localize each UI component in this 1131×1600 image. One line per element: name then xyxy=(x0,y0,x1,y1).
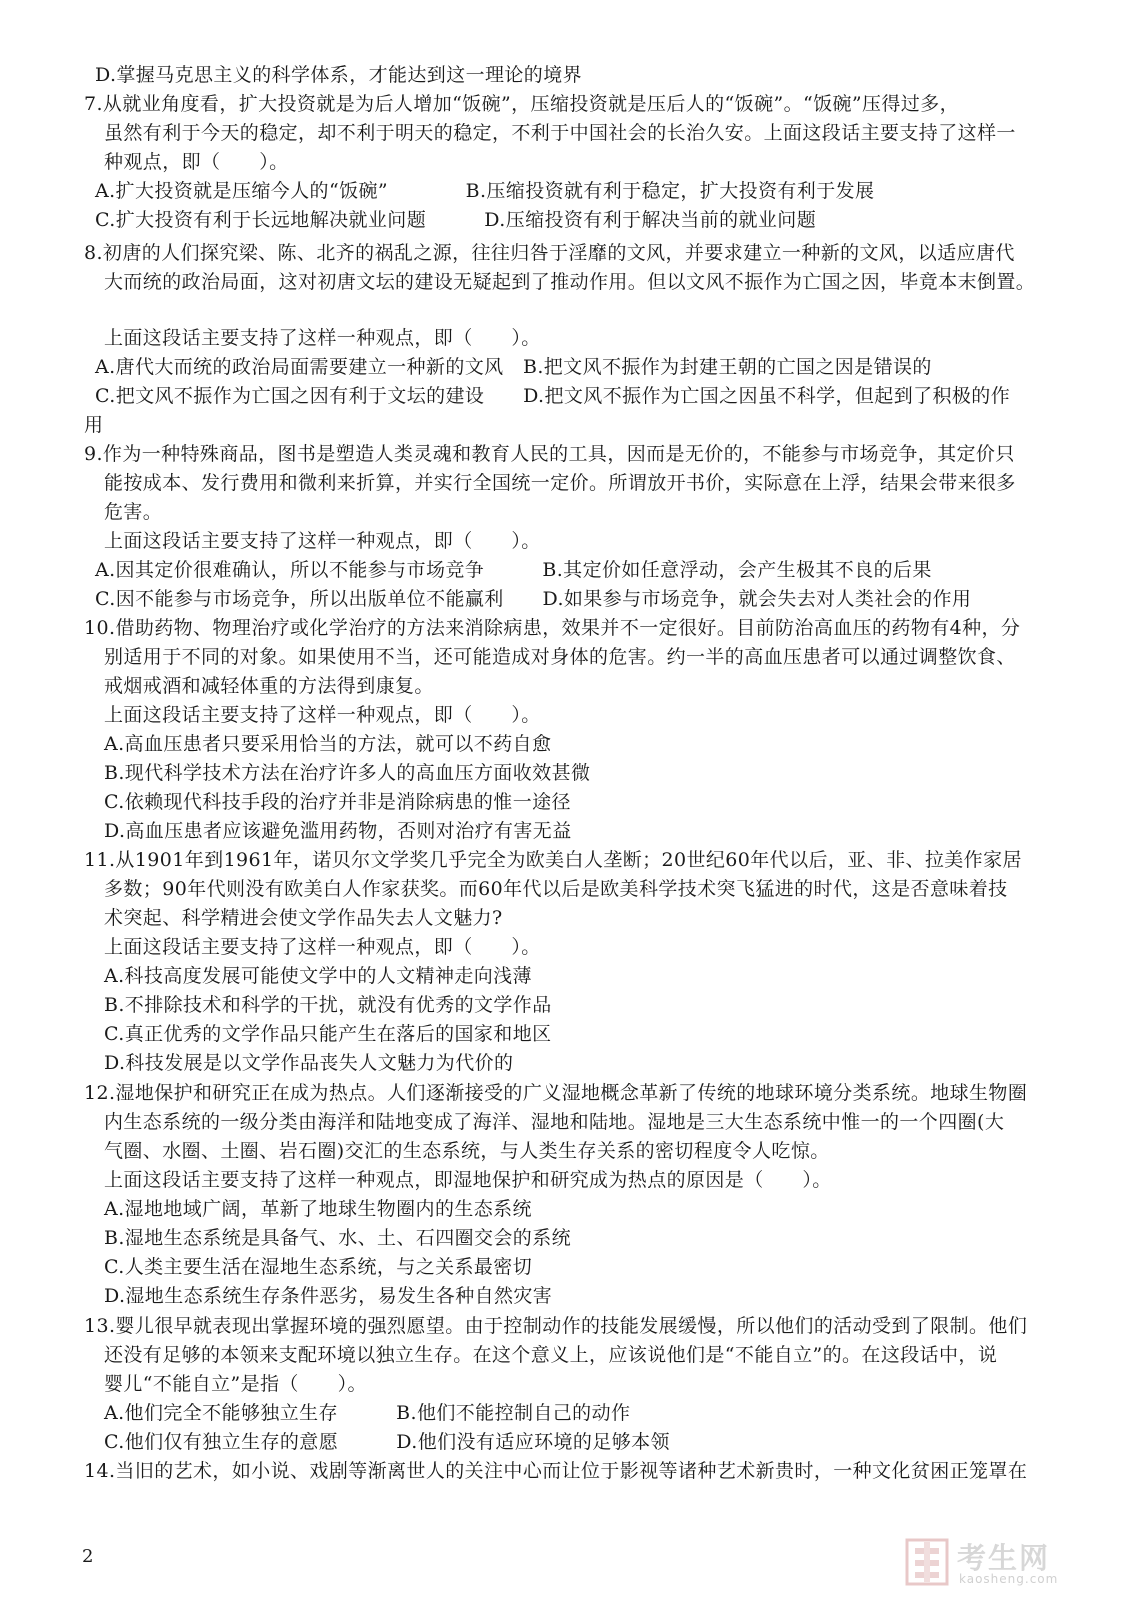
text-line: 上面这段话主要支持了这样一种观点，即湿地保护和研究成为热点的原因是（ ）。 xyxy=(104,1169,832,1191)
text-line: 11.从1901年到1961年，诺贝尔文学奖几乎完全为欧美白人垄断；20世纪60年代以后，亚、非、拉美作家居 xyxy=(84,849,1022,871)
text-line: 别适用于不同的对象。如果使用不当，还可能造成对身体的危害。约一半的高血压患者可以通过调整饮食、 xyxy=(104,646,1016,668)
text-line: 虽然有利于今天的稳定，却不利于明天的稳定，不利于中国社会的长治久安。上面这段话主要支持了这样一 xyxy=(104,122,1016,144)
text-line: D.湿地生态系统生存条件恶劣，易发生各种自然灾害 xyxy=(104,1285,553,1307)
text-line: 危害。 xyxy=(104,501,163,523)
text-line: 7.从就业角度看，扩大投资就是为后人增加“饭碗”，压缩投资就是压后人的“饭碗”。“饭碗”压得过多， xyxy=(84,93,960,115)
text-line: 多数；90年代则没有欧美白人作家获奖。而60年代以后是欧美科学技术突飞猛进的时代，这是否意味着技 xyxy=(104,878,1008,900)
watermark-url: kaosheng.com xyxy=(959,1572,1059,1586)
text-line: B.湿地生态系统是具备气、水、土、石四圈交会的系统 xyxy=(104,1227,572,1249)
text-line: 婴儿“不能自立”是指（ ）。 xyxy=(104,1373,367,1395)
text-line: C.依赖现代科技手段的治疗并非是消除病患的惟一途径 xyxy=(104,791,571,813)
text-line: A.科技高度发展可能使文学中的人文精神走向浅薄 xyxy=(104,965,532,987)
text-line: 12.湿地保护和研究正在成为热点。人们逐渐接受的广义湿地概念革新了传统的地球环境分类系统。地球生物圈 xyxy=(84,1082,1028,1104)
text-line: C.扩大投资有利于长远地解决就业问题 D.压缩投资有利于解决当前的就业问题 xyxy=(95,209,817,231)
text-line: 上面这段话主要支持了这样一种观点，即（ ）。 xyxy=(104,530,541,552)
text-line: D.科技发展是以文学作品丧失人文魅力为代价的 xyxy=(104,1052,514,1074)
text-line: 上面这段话主要支持了这样一种观点，即（ ）。 xyxy=(104,704,541,726)
text-line: 戒烟戒酒和减轻体重的方法得到康复。 xyxy=(104,675,434,697)
text-line: C.把文风不振作为亡国之因有利于文坛的建设 D.把文风不振作为亡国之因虽不科学，但起到了积极的作 xyxy=(95,385,1011,407)
text-line: A.他们完全不能够独立生存 B.他们不能控制自己的动作 xyxy=(104,1402,631,1424)
text-line: A.高血压患者只要采用恰当的方法，就可以不药自愈 xyxy=(104,733,552,755)
text-line: 气圈、水圈、土圈、岩石圈)交汇的生态系统，与人类生存关系的密切程度令人吃惊。 xyxy=(104,1140,830,1162)
text-line: 14.当旧的艺术，如小说、戏剧等渐离世人的关注中心而让位于影视等诸种艺术新贵时，一种文化贫困正笼罩在 xyxy=(84,1460,1028,1482)
text-line: A.唐代大而统的政治局面需要建立一种新的文风 B.把文风不振作为封建王朝的亡国之因是错误的 xyxy=(95,356,932,378)
text-line: B.不排除技术和科学的干扰，就没有优秀的文学作品 xyxy=(104,994,552,1016)
text-line: A.扩大投资就是压缩今人的“饭碗” B.压缩投资就有利于稳定，扩大投资有利于发展 xyxy=(95,180,875,202)
text-line: 种观点，即（ ）。 xyxy=(104,151,289,173)
text-line: A.因其定价很难确认，所以不能参与市场竞争 B.其定价如任意浮动，会产生极其不良的后果 xyxy=(95,559,932,581)
text-line: 8.初唐的人们探究梁、陈、北齐的祸乱之源，往往归咎于淫靡的文风，并要求建立一种新的文风，以适应唐代 xyxy=(84,242,1015,264)
kaosheng-logo-icon xyxy=(905,1538,949,1586)
text-line: B.现代科学技术方法在治疗许多人的高血压方面收效甚微 xyxy=(104,762,591,784)
text-line: A.湿地地域广阔，革新了地球生物圈内的生态系统 xyxy=(104,1198,532,1220)
text-line: 内生态系统的一级分类由海洋和陆地变成了海洋、湿地和陆地。湿地是三大生态系统中惟一的一个四圈(大 xyxy=(104,1111,1005,1133)
text-line: D.高血压患者应该避免滥用药物，否则对治疗有害无益 xyxy=(104,820,572,842)
watermark-brand: 考生网 xyxy=(957,1541,1051,1575)
text-line: 13.婴儿很早就表现出掌握环境的强烈愿望。由于控制动作的技能发展缓慢，所以他们的活动受到了限制。他们 xyxy=(84,1315,1028,1337)
text-line: 10.借助药物、物理治疗或化学治疗的方法来消除病患，效果并不一定很好。目前防治高血压的药物有4种，分 xyxy=(84,617,1021,639)
text-line: 上面这段话主要支持了这样一种观点，即（ ）。 xyxy=(104,327,541,349)
text-line: C.他们仅有独立生存的意愿 D.他们没有适应环境的足够本领 xyxy=(104,1431,670,1453)
page-number: 2 xyxy=(82,1546,94,1567)
text-line: C.真正优秀的文学作品只能产生在落后的国家和地区 xyxy=(104,1023,552,1045)
text-line: 用 xyxy=(84,414,104,436)
text-line: 能按成本、发行费用和微利来折算，并实行全国统一定价。所谓放开书价，实际意在上浮，结果会带来很多 xyxy=(104,472,1016,494)
text-line: 大而统的政治局面，这对初唐文坛的建设无疑起到了推动作用。但以文风不振作为亡国之因，毕竟本末倒置。 xyxy=(104,271,1036,293)
text-line: D.掌握马克思主义的科学体系，才能达到这一理论的境界 xyxy=(95,64,582,86)
watermark xyxy=(905,1536,1115,1592)
text-line: 上面这段话主要支持了这样一种观点，即（ ）。 xyxy=(104,936,541,958)
text-line: C.因不能参与市场竞争，所以出版单位不能赢利 D.如果参与市场竞争，就会失去对人类社会的作用 xyxy=(95,588,972,610)
text-line: 还没有足够的本领来支配环境以独立生存。在这个意义上，应该说他们是“不能自立”的。在这段话中，说 xyxy=(104,1344,998,1366)
text-line: C.人类主要生活在湿地生态系统，与之关系最密切 xyxy=(104,1256,533,1278)
text-line: 术突起、科学精进会使文学作品失去人文魅力? xyxy=(104,907,503,929)
text-line: 9.作为一种特殊商品，图书是塑造人类灵魂和教育人民的工具，因而是无价的，不能参与市场竞争，其定价只 xyxy=(84,443,1015,465)
